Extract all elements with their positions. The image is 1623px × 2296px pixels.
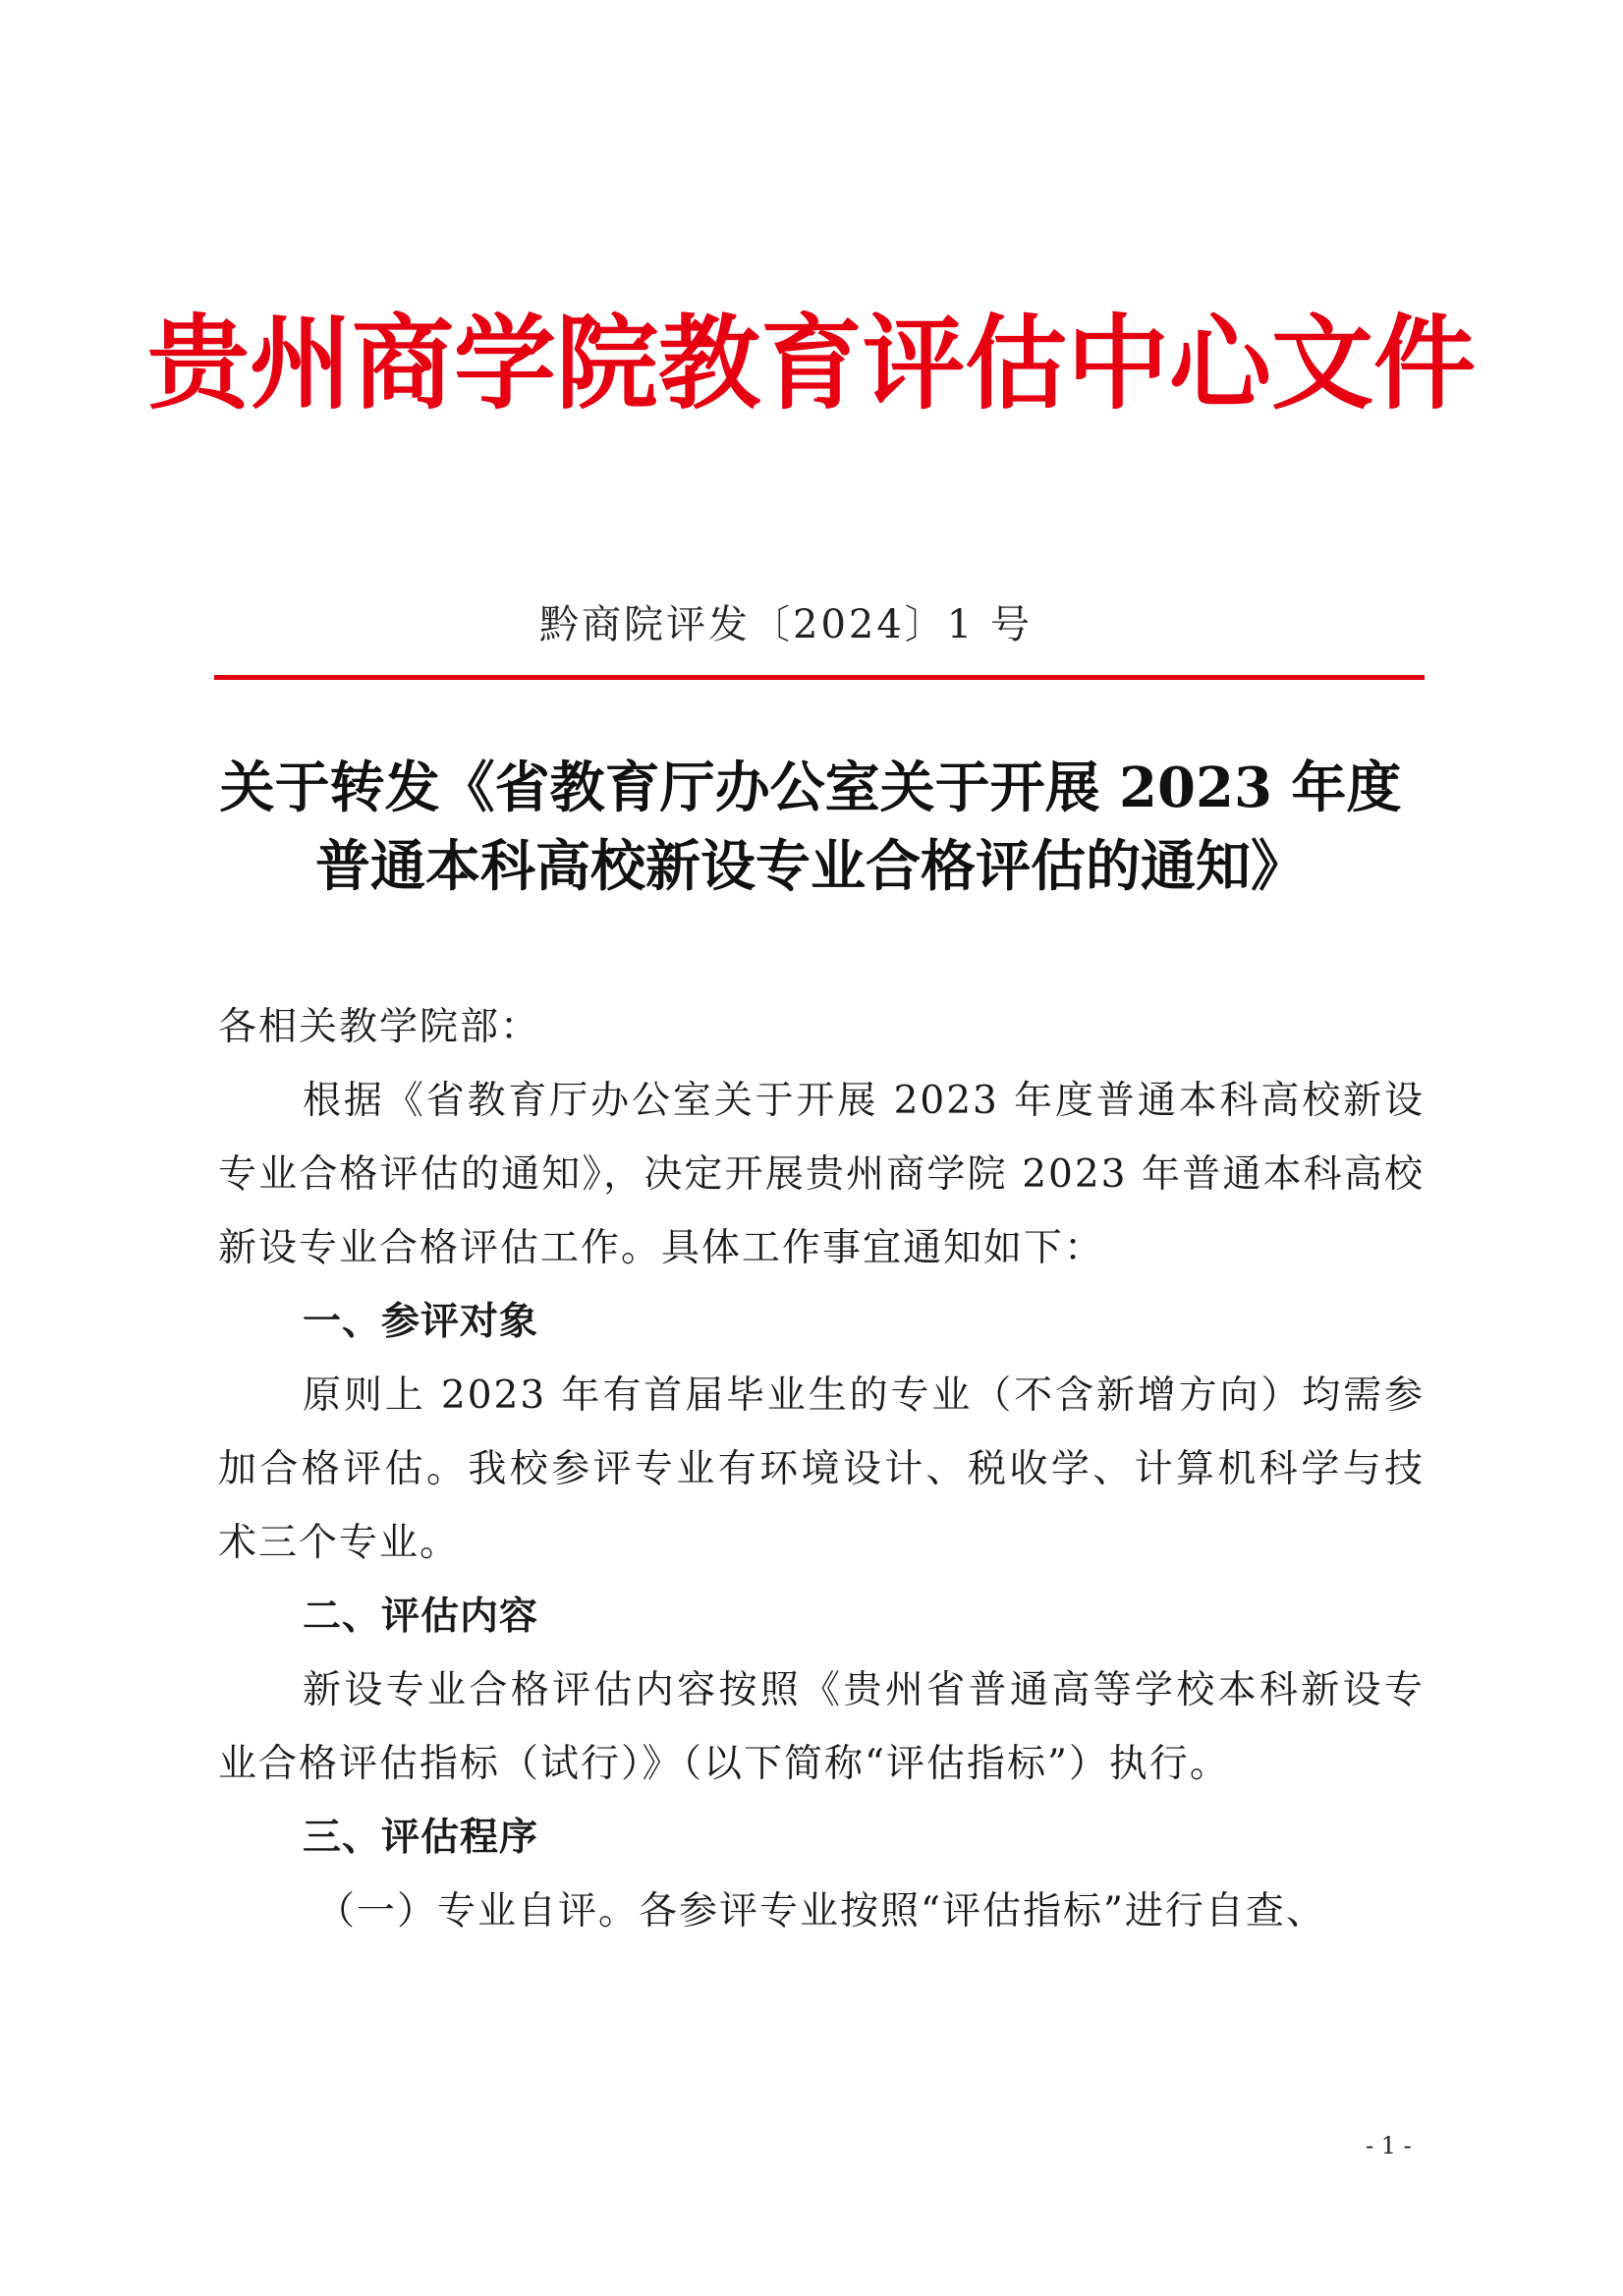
section-heading-2: 二、评估内容 [303, 1595, 539, 1639]
section-1-paragraph: 原则上 2023 年有首届毕业生的专业（不含新增方向）均需参加合格评估。我校参评专业有环境设计、税收学、计算机科学与技术三个专业。 [218, 1373, 1425, 1565]
red-divider-rule [214, 675, 1425, 680]
document-masthead: 贵州商学院教育评估中心文件 [147, 303, 1477, 423]
section-heading-1: 一、参评对象 [303, 1300, 539, 1344]
document-number: 黔商院评发〔2024〕1 号 [539, 602, 1033, 647]
page-number: - 1 - [1366, 2132, 1412, 2159]
section-heading-3: 三、评估程序 [303, 1816, 539, 1860]
section-2-paragraph: 新设专业合格评估内容按照《贵州省普通高等学校本科新设专业合格评估指标（试行）》（以下简称“评估指标”）执行。 [218, 1668, 1425, 1786]
section-3-item-1: （一）专业自评。各参评专业按照“评估指标”进行自查、 [316, 1889, 1326, 1933]
title-line-1: 关于转发《省教育厅办公室关于开展 2023 年度 [219, 756, 1402, 820]
intro-paragraph: 根据《省教育厅办公室关于开展 2023 年度普通本科高校新设专业合格评估的通知》，决定开展贵州商学院 2023 年普通本科高校新设专业合格评估工作。具体工作事宜通知如下： [218, 1079, 1425, 1270]
salutation: 各相关教学院部： [218, 1005, 541, 1049]
document-title [196, 749, 1425, 906]
title-line-2: 普通本科高校新设专业合格评估的通知》 [315, 834, 1306, 899]
document-body [218, 990, 1425, 1948]
